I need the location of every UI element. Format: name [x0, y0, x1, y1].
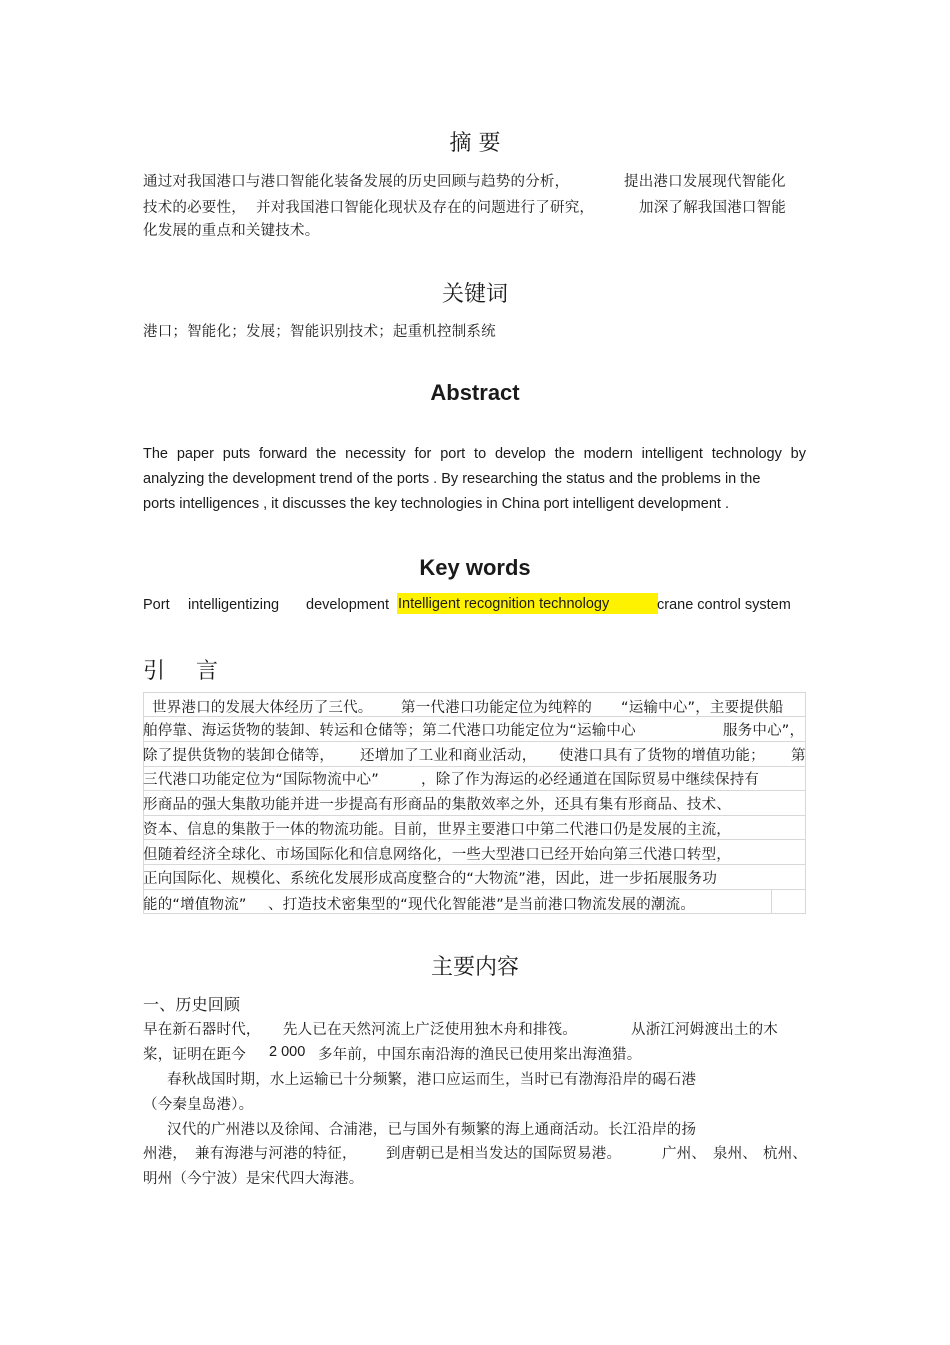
para3-line1: 汉代的广州港以及徐闻、合浦港，已与国外有频繁的海上通商活动。长江沿岸的扬 — [167, 1122, 697, 1138]
intro-line2-a: 舶停靠、海运货物的装卸、转运和仓储等；第二代港口功能定位为“运输中心 — [143, 723, 636, 739]
abstract-en-line3: ports intelligences , it discusses the key technologies in China port intelligent development . — [143, 496, 729, 512]
para3-line2-c: 到唐朝已是相当发达的国际贸易港。 — [386, 1146, 622, 1162]
intro-rule-6 — [143, 839, 806, 840]
keywords-cn-heading: 关键词 — [441, 282, 508, 307]
intro-line5: 形商品的强大集散功能并进一步提高有形商品的集散效率之外，还具有集有形商品、技术、 — [143, 797, 731, 813]
para3-line2-d: 广州、 — [662, 1146, 707, 1162]
intro-line8: 正向国际化、规模化、系统化发展形成高度整合的“大物流”港，因此，进一步拓展服务功 — [143, 871, 718, 887]
para1-line1-b: 先人已在天然河流上广泛使用独木舟和排筏。 — [283, 1022, 577, 1038]
abstract-cn-line2-a: 技术的必要性， — [143, 200, 246, 216]
intro-line4-b: ，除了作为海运的必经通道在国际贸易中继续保持有 — [421, 772, 760, 788]
main-heading: 主要内容 — [430, 955, 519, 980]
para3-line3: 明州（今宁波）是宋代四大海港。 — [143, 1171, 364, 1187]
abstract-cn-line1-b: 提出港口发展现代智能化 — [624, 174, 786, 190]
keyword-en-port: Port — [143, 597, 170, 613]
intro-line3-a: 除了提供货物的装卸仓储等， — [143, 748, 335, 764]
intro-line1-b: 第一代港口功能定位为纯粹的 — [401, 700, 593, 716]
intro-line2-b: 服务中心”， — [723, 723, 805, 739]
intro-line1-a: 世界港口的发展大体经历了三代。 — [152, 700, 373, 716]
intro-rule-9 — [771, 889, 772, 914]
para3-line2-b: 兼有海港与河港的特征， — [195, 1146, 357, 1162]
intro-rule-8 — [143, 889, 806, 890]
para2-line2: （今秦皇岛港）。 — [143, 1097, 254, 1113]
abstract-en-line1: The paper puts forward the necessity for port to develop the modern intelligent technology by — [143, 446, 806, 462]
intro-rule-3 — [143, 766, 806, 767]
abstract-cn-line1-a: 通过对我国港口与港口智能化装备发展的历史回顾与趋势的分析， — [143, 174, 570, 190]
abstract-cn-line2-c: 加深了解我国港口智能 — [639, 200, 786, 216]
keyword-en-development: development — [306, 597, 390, 613]
para3-line2-f: 杭州、 — [763, 1146, 808, 1162]
abstract-en-line2: analyzing the development trend of the ports . By researching the status and the problems in the — [143, 471, 761, 487]
keyword-en-crane-control: crane control system — [657, 597, 791, 613]
intro-line1-c: “运输中心”，主要提供船 — [621, 700, 784, 716]
para2-line1: 春秋战国时期，水上运输已十分频繁，港口应运而生，当时已有渤海沿岸的碣石港 — [167, 1072, 697, 1088]
intro-line9-b: 、打造技术密集型的“现代化智能港”是当前港口物流发展的潮流。 — [268, 897, 696, 913]
para1-line2-a: 桨，证明在距今 — [143, 1047, 246, 1063]
intro-line4-a: 三代港口功能定位为“国际物流中心” — [143, 772, 379, 788]
para1-line1-c: 从浙江河姆渡出土的木 — [631, 1022, 778, 1038]
intro-line9-a: 能的“增值物流” — [143, 897, 247, 913]
para1-line2-number: 2 000 — [269, 1044, 306, 1060]
intro-rule-4 — [143, 790, 806, 791]
intro-heading: 引 言 — [143, 659, 230, 684]
intro-line6: 资本、信息的集散于一体的物流功能。目前，世界主要港口中第二代港口仍是发展的主流， — [143, 822, 731, 838]
intro-rule-2 — [143, 741, 806, 742]
para1-line2-b: 多年前，中国东南沿海的渔民已使用桨出海渔猎。 — [318, 1047, 642, 1063]
intro-line3-d: 第 — [791, 748, 806, 764]
keywords-en-heading: Key words — [419, 555, 531, 580]
abstract-en-heading: Abstract — [430, 380, 520, 405]
intro-line7: 但随着经济全球化、市场国际化和信息网络化，一些大型港口已经开始向第三代港口转型， — [143, 847, 731, 863]
para1-line1-a: 早在新石器时代， — [143, 1022, 261, 1038]
abstract-cn-heading: 摘 要 — [449, 131, 501, 156]
para3-line2-e: 泉州、 — [713, 1146, 758, 1162]
intro-rule-7 — [143, 864, 806, 865]
abstract-cn-line3: 化发展的重点和关键技术。 — [143, 223, 320, 239]
keyword-en-intelligent-recognition: Intelligent recognition technology — [397, 593, 658, 614]
intro-line3-c: 使港口具有了货物的增值功能； — [559, 748, 765, 764]
keywords-cn-text: 港口；智能化；发展；智能识别技术；起重机控制系统 — [143, 324, 496, 340]
keyword-en-intelligentizing: intelligentizing — [188, 597, 280, 613]
section1-title: 一、历史回顾 — [143, 995, 241, 1014]
intro-line3-b: 还增加了工业和商业活动， — [360, 748, 537, 764]
intro-rule-5 — [143, 815, 806, 816]
abstract-cn-line2-b: 并对我国港口智能化现状及存在的问题进行了研究， — [256, 200, 595, 216]
para3-line2-a: 州港， — [143, 1146, 188, 1162]
